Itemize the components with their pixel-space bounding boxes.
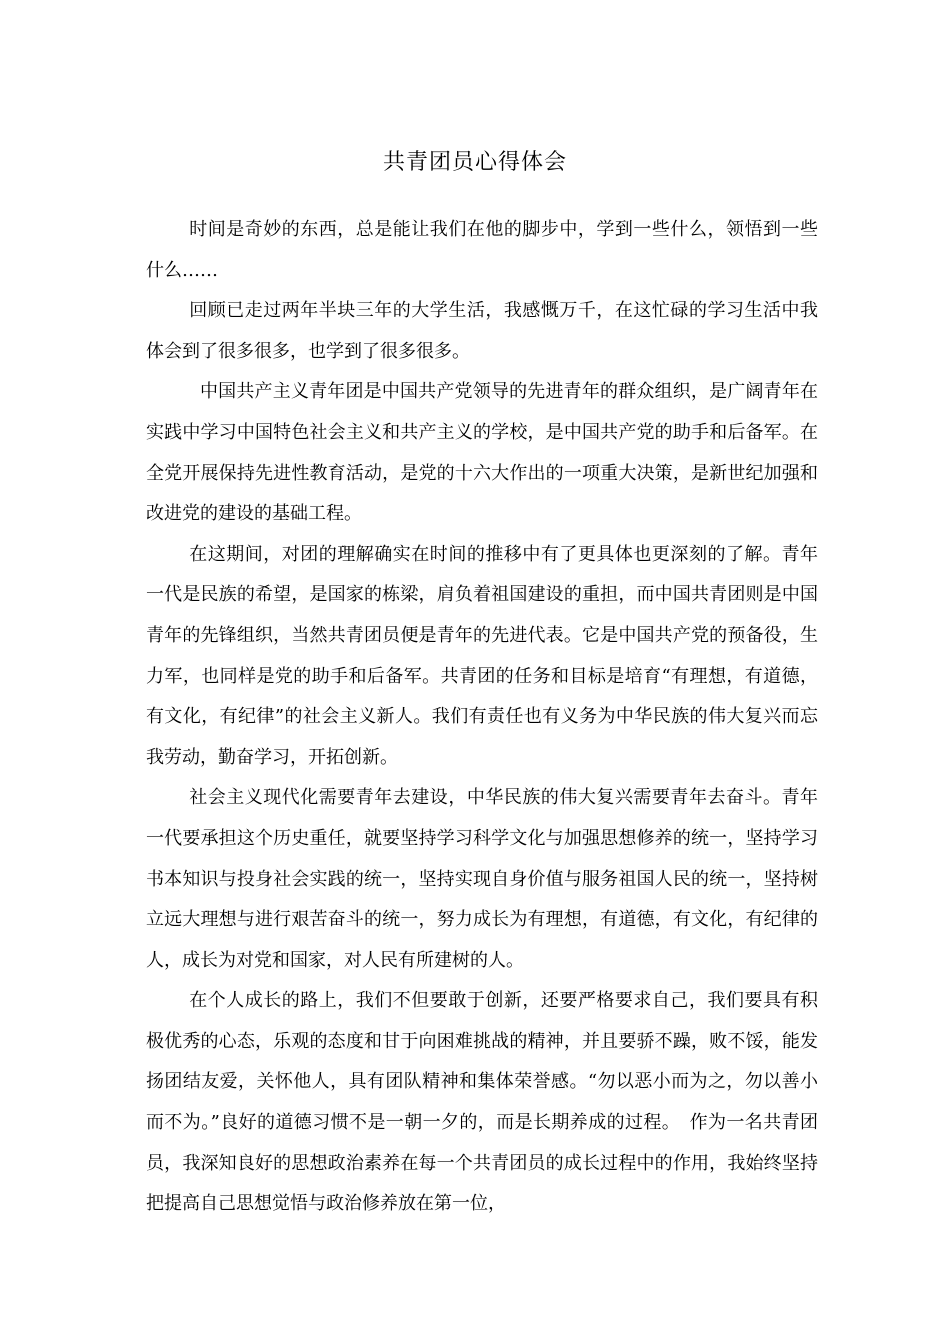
- document-title: 共青团员心得体会: [382, 150, 567, 175]
- paragraph-6: 在个人成长的路上，我们不但要敢于创新，还要严格要求自己，我们要具有积极优秀的心态，乐观的态度和甘于向困难挑战的精神，并且要骄不躁，败不馁，能发扬团结友爱，关怀他人，具有团队精神和集体荣誉感。“勿以恶小而为之，勿以善小而不为。”良好的道德习惯不是一朝一夕的，而是长期养成的过程。 作为一名共青团员，我深知良好的思想政治素养在每一个共青团员的成长过程中的作用，我始终坚持把提高自己思想觉悟与政治修养放在第一位，: [146, 990, 818, 1215]
- paragraph-4: 在这期间，对团的理解确实在时间的推移中有了更具体也更深刻的了解。青年一代是民族的希望，是国家的栋梁，肩负着祖国建设的重担，而中国共青团则是中国青年的先锋组织，当然共青团员便是青年的先进代表。它是中国共产党的预备役，生力军，也同样是党的助手和后备军。共青团的任务和目标是培育“有理想，有道德，有文化，有纪律”的社会主义新人。我们有责任也有义务为中华民族的伟大复兴而忘我劳动，勤奋学习，开拓创新。: [146, 543, 818, 768]
- paragraph-1: 时间是奇妙的东西，总是能让我们在他的脚步中，学到一些什么，领悟到一些什么……: [146, 219, 818, 281]
- document-body: [146, 210, 818, 1225]
- paragraph-3: 中国共产主义青年团是中国共产党领导的先进青年的群众组织，是广阔青年在实践中学习中国特色社会主义和共产主义的学校，是中国共产党的助手和后备军。在全党开展保持先进性教育活动，是党的十六大作出的一项重大决策，是新世纪加强和改进党的建设的基础工程。: [146, 381, 818, 525]
- paragraph-5: 社会主义现代化需要青年去建设，中华民族的伟大复兴需要青年去奋斗。青年一代要承担这个历史重任，就要坚持学习科学文化与加强思想修养的统一，坚持学习书本知识与投身社会实践的统一，坚持实现自身价值与服务祖国人民的统一，坚持树立远大理想与进行艰苦奋斗的统一，努力成长为有理想，有道德，有文化，有纪律的人，成长为对党和国家，对人民有所建树的人。: [146, 787, 818, 971]
- paragraph-2: 回顾已走过两年半块三年的大学生活，我感慨万千，在这忙碌的学习生活中我体会到了很多很多，也学到了很多很多。: [146, 300, 818, 362]
